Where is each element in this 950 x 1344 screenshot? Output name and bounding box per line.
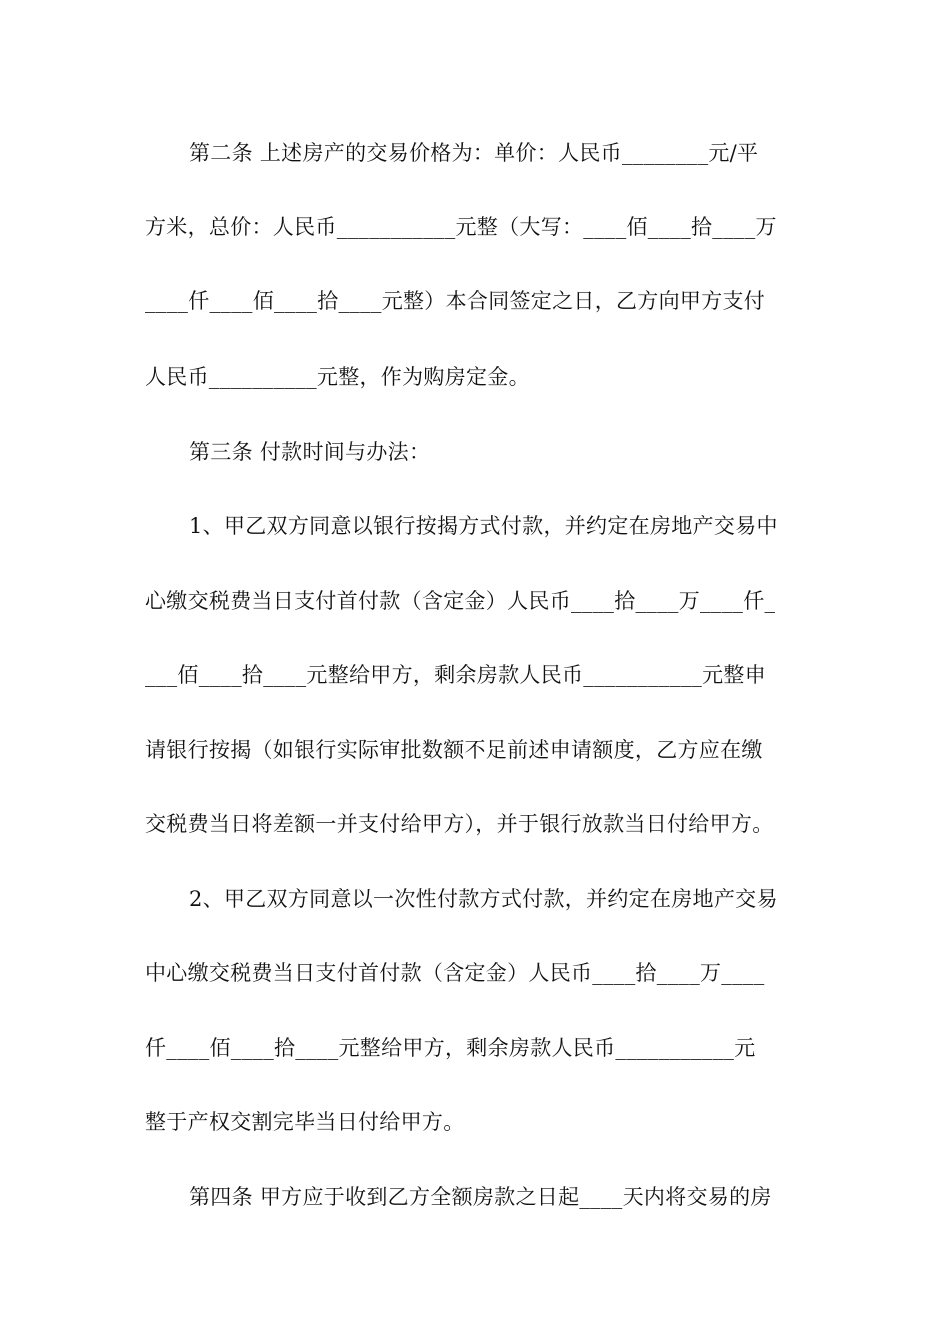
clause-2-line-3: ____仟____佰____拾____元整）本合同签定之日，乙方向甲方支付 xyxy=(145,289,766,313)
clause-3-item-1-line-5: 交税费当日将差额一并支付给甲方），并于银行放款当日付给甲方。 xyxy=(145,812,774,836)
clause-3-heading: 第三条 付款时间与办法： xyxy=(189,440,431,464)
clause-4-line-1: 第四条 甲方应于收到乙方全额房款之日起____天内将交易的房 xyxy=(189,1185,772,1209)
clause-3-item-2-line-4: 整于产权交割完毕当日付给甲方。 xyxy=(145,1110,465,1134)
clause-3-item-1-line-4: 请银行按揭（如银行实际审批数额不足前述申请额度，乙方应在缴 xyxy=(145,738,763,762)
clause-3-item-2-line-1: 2、甲乙双方同意以一次性付款方式付款，并约定在房地产交易 xyxy=(189,887,778,911)
clause-3-item-1-line-2: 心缴交税费当日支付首付款（含定金）人民币____拾____万____仟_ xyxy=(145,589,776,613)
clause-3-item-1-line-3: ___佰____拾____元整给甲方，剩余房款人民币___________元整申 xyxy=(145,663,766,687)
clause-3-item-1-line-1: 1、甲乙双方同意以银行按揭方式付款，并约定在房地产交易中 xyxy=(189,514,778,538)
clause-2-line-2: 方米，总价：人民币___________元整（大写：____佰____拾____万 xyxy=(145,215,777,239)
clause-3-item-2-line-2: 中心缴交税费当日支付首付款（含定金）人民币____拾____万____ xyxy=(145,961,765,985)
clause-2-line-4: 人民币__________元整，作为购房定金。 xyxy=(145,365,530,389)
clause-3-item-2-line-3: 仟____佰____拾____元整给甲方，剩余房款人民币___________元 xyxy=(145,1036,756,1060)
clause-2-line-1: 第二条 上述房产的交易价格为：单价：人民币________元/平 xyxy=(189,141,759,165)
